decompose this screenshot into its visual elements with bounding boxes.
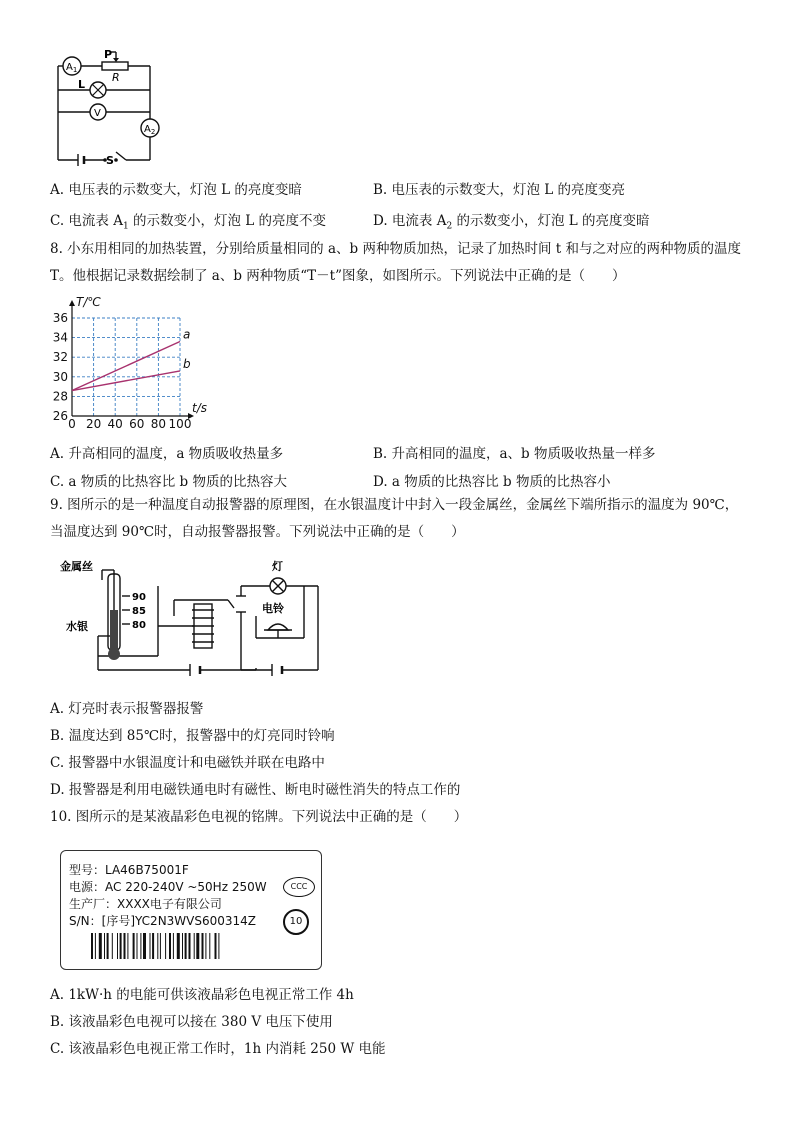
q9-option-c: C. 报警器中水银温度计和电磁铁并联在电路中 [50, 755, 325, 771]
series-label-b: b [183, 356, 191, 371]
badge-10-icon: 10 [283, 909, 309, 935]
y-tick-label: 26 [52, 409, 68, 423]
barcode-bar [160, 933, 161, 959]
plate-power: 电源：AC 220-240V ~50Hz 250W [69, 880, 267, 894]
barcode-bar [91, 933, 93, 959]
a1-label: $A_1$ [66, 62, 78, 74]
barcode-bar [152, 933, 154, 959]
barcode-bar [99, 933, 102, 959]
barcode-bar [218, 933, 219, 959]
bell-label: 电铃 [262, 602, 284, 615]
barcode-bar [140, 933, 141, 959]
q8-stem: 8. 小东用相同的加热装置，分别给质量相同的 a、b 两种物质加热，记录了加热时间 t 和与之对应的两种物质的温度 T。他根据记录数据绘制了 a、b 两种物质“T－t”图象，如图所示。下列说法中正确的是（ ） [50, 241, 741, 284]
barcode-bar [133, 933, 135, 959]
q8-option-b: B. 升高相同的温度，a、b 物质吸收热量一样多 [373, 446, 656, 462]
barcode-bar [169, 933, 171, 959]
y-tick-label: 34 [52, 330, 68, 345]
x-tick-label: 20 [85, 417, 102, 431]
barcode-bar [157, 933, 158, 959]
q7-option-c: C. 电流表 $A_1$ 的示数变小，灯泡 L 的亮度不变 [50, 213, 327, 232]
q10-option-a: A. 1kW·h 的电能可供该液晶彩色电视正常工作 4h [50, 987, 354, 1003]
q8-option-a: A. 升高相同的温度，a 物质吸收热量多 [50, 446, 284, 462]
voltmeter-label: V [94, 108, 101, 119]
x-tick-label: 60 [129, 417, 145, 431]
y-tick-label: 36 [52, 311, 68, 325]
x-tick-label: 80 [150, 417, 167, 431]
x-tick-label: 40 [107, 417, 123, 431]
barcode-bar [124, 933, 126, 959]
barcode-bar [150, 933, 151, 959]
mercury-label: 水银 [66, 620, 88, 633]
scale-90: 90 [132, 592, 146, 603]
resistor-r-label: R [112, 71, 120, 84]
q9-option-b: B. 温度达到 85℃时，报警器中的灯亮同时铃响 [50, 728, 335, 744]
barcode-bar [205, 933, 206, 959]
q7-option-a: A. 电压表的示数变大，灯泡 L 的亮度变暗 [50, 182, 302, 198]
barcode-bar [95, 933, 96, 959]
lamp-label: 灯 [272, 560, 283, 573]
barcode-bar [165, 933, 166, 959]
lamp-l-label: L [78, 78, 86, 91]
scale-80: 80 [132, 620, 146, 631]
q8-option-d: D. a 物质的比热容比 b 物质的比热容小 [373, 474, 611, 490]
circuit-diagram-q7 [50, 48, 170, 166]
barcode-bar [137, 933, 138, 959]
q10-option-b: B. 该液晶彩色电视可以接在 380 V 电压下使用 [50, 1014, 333, 1030]
switch-s-label: S [106, 154, 114, 166]
barcode-bar [112, 933, 113, 959]
plate-maker: 生产厂：XXXX电子有限公司 [69, 897, 222, 911]
ccc-mark-icon: CCC [283, 877, 315, 897]
q9-stem: 9. 图所示的是一种温度自动报警器的原理图，在水银温度计中封入一段金属丝，金属丝下端所指示的温度为 90℃， 当温度达到 90℃时，自动报警器报警。下列说法中正确的是（ ） [50, 497, 739, 540]
q9-option-a: A. 灯亮时表示报警器报警 [50, 701, 204, 717]
x-axis-label: t/s [192, 401, 207, 415]
barcode-bar [104, 933, 105, 959]
metal-wire-label: 金属丝 [60, 560, 93, 573]
q10-option-c: C. 该液晶彩色电视正常工作时，1h 内消耗 250 W 电能 [50, 1041, 386, 1057]
barcode-bar [182, 933, 183, 959]
q7-option-b: B. 电压表的示数变大，灯泡 L 的亮度变亮 [373, 182, 626, 198]
barcode [91, 933, 261, 959]
plate-model: 型号：LA46B75001F [69, 863, 189, 877]
q9-option-d: D. 报警器是利用电磁铁通电时有磁性、断电时磁性消失的特点工作的 [50, 782, 461, 798]
y-tick-label: 32 [52, 350, 68, 365]
series-line-a [72, 342, 180, 391]
barcode-bar [189, 933, 191, 959]
q10-stem: 10. 图所示的是某液晶彩色电视的铭牌。下列说法中正确的是（ ） [50, 809, 468, 825]
y-axis-arrow [69, 300, 75, 306]
q8-option-c: C. a 物质的比热容比 b 物质的比热容大 [50, 474, 287, 490]
series-label-a: a [183, 327, 191, 342]
y-tick-label: 30 [52, 369, 68, 384]
plate-serial: S/N：[序号]YC2N3WVS600314Z [69, 914, 257, 928]
barcode-bar [143, 933, 146, 959]
barcode-bar [177, 933, 180, 959]
tv-nameplate [60, 850, 322, 970]
barcode-bar [117, 933, 118, 959]
temperature-alarm-diagram [58, 556, 328, 684]
barcode-bar [202, 933, 204, 959]
barcode-bar [196, 933, 199, 959]
q7-option-d: D. 电流表 $A_2$ 的示数变小，灯泡 L 的亮度变暗 [373, 213, 650, 232]
barcode-bar [215, 933, 217, 959]
barcode-bar [194, 933, 195, 959]
x-tick-label: 100 [168, 417, 192, 431]
barcode-bar [127, 933, 128, 959]
barcode-bar [120, 933, 122, 959]
scale-85: 85 [132, 606, 146, 617]
barcode-bar [185, 933, 187, 959]
y-tick-label: 28 [52, 389, 68, 404]
y-axis-label: T/℃ [76, 295, 101, 309]
x-tick-label: 0 [68, 417, 76, 431]
slider-p-label: P [104, 48, 113, 61]
a2-label: $A_2$ [144, 124, 156, 136]
barcode-bar [173, 933, 174, 959]
temperature-time-chart [40, 292, 230, 432]
series-line-b [72, 371, 180, 391]
barcode-bar [107, 933, 109, 959]
barcode-bar [209, 933, 210, 959]
